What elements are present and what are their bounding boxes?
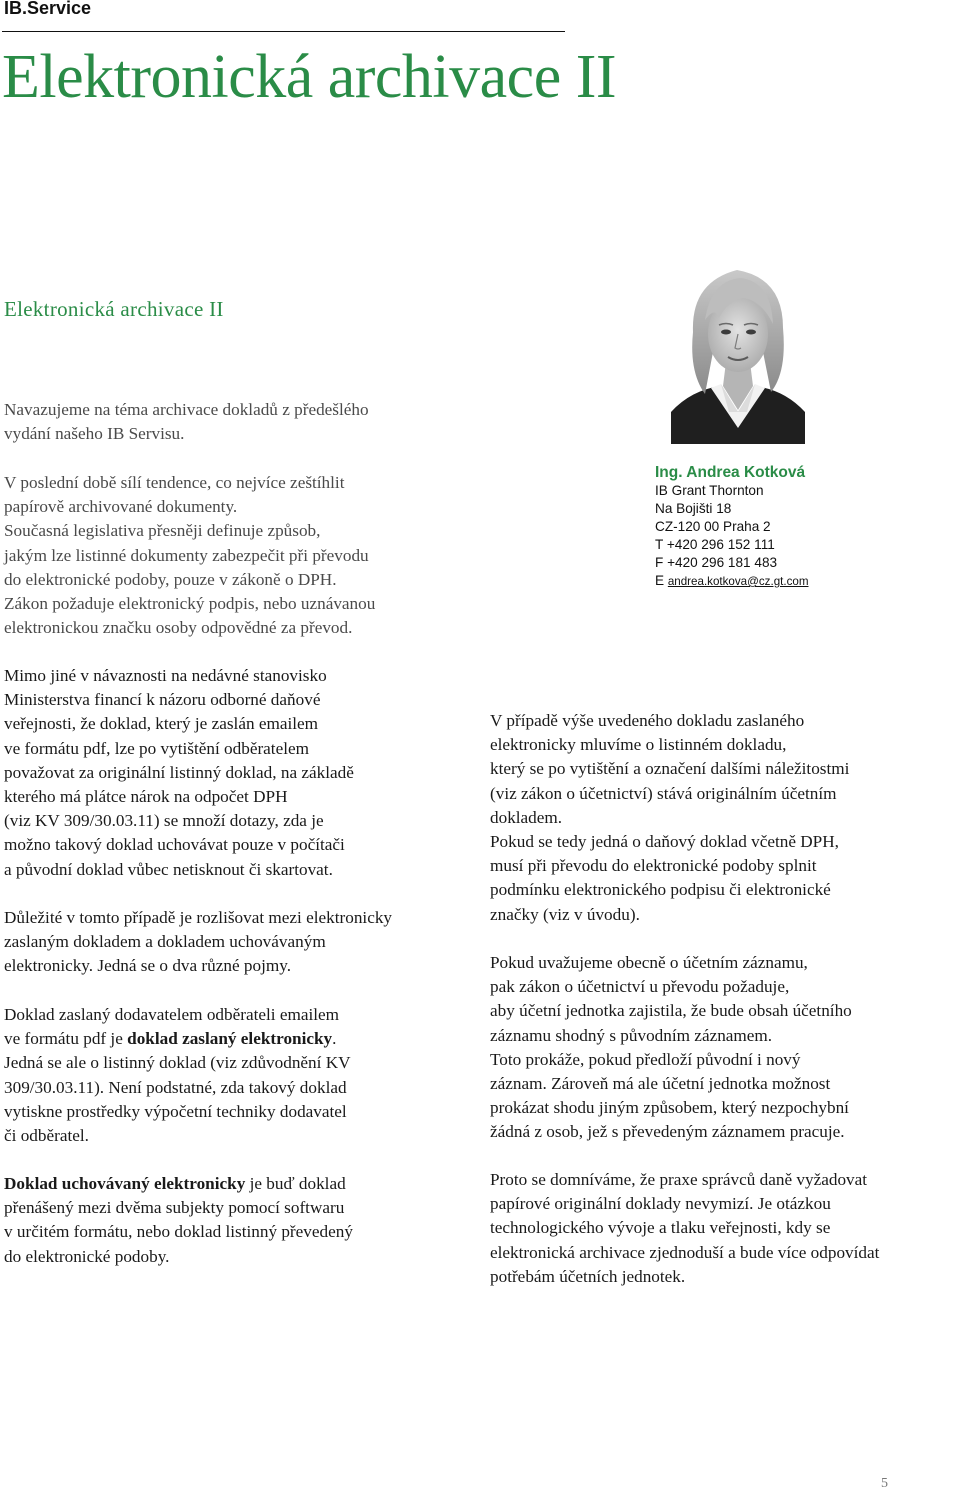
text-line: musí při převodu do elektronické podoby splnit bbox=[490, 856, 817, 876]
text-line: do elektronické podoby, pouze v zákoně o DPH. bbox=[4, 569, 337, 589]
text-line: do elektronické podoby. bbox=[4, 1246, 170, 1266]
text-line: dokladem. bbox=[490, 807, 563, 827]
text-line: Zákon požaduje elektronický podpis, nebo uznávanou bbox=[4, 594, 376, 614]
text-line: Pokud uvažujeme obecně o účetním záznamu, bbox=[490, 953, 808, 972]
text-line: Navazujeme na téma archivace dokladů z předešlého bbox=[4, 400, 369, 419]
text-line: Proto se domníváme, že praxe správců daně vyžadovat bbox=[490, 1170, 868, 1189]
text-line: Toto prokáže, pokud předloží původní i nový bbox=[490, 1049, 801, 1069]
text-line: (viz KV 309/30.03.11) se množí dotazy, zda je bbox=[4, 811, 324, 831]
text-line: a původní doklad vůbec netisknout či skartovat. bbox=[4, 859, 333, 879]
intro-paragraph-2 bbox=[4, 471, 375, 640]
text-line: Ministerstva financí k názoru odborné daňové bbox=[4, 690, 321, 710]
text-line: vytiskne prostředky výpočetní techniky dodavatel bbox=[4, 1101, 347, 1121]
bold-term: doklad zaslaný elektronicky bbox=[127, 1029, 333, 1049]
text-line: či odběratel. bbox=[4, 1126, 89, 1146]
text-span: je buď doklad bbox=[245, 1174, 346, 1193]
text-line: považovat za originální listinný doklad, na základě bbox=[4, 762, 354, 782]
text-line: papírové originální doklady nevymizí. Je otázkou bbox=[490, 1194, 831, 1214]
text-line: jakým lze listinné dokumenty zabezpečit při převodu bbox=[4, 545, 369, 565]
text-line: ve formátu pdf, lze po vytištění odběratelem bbox=[4, 738, 309, 758]
contact-company: IB Grant Thornton bbox=[655, 483, 764, 498]
text-line: značky (viz v úvodu). bbox=[490, 904, 640, 924]
text-line: který se po vytištění a označení dalšími náležitostmi bbox=[490, 759, 850, 779]
text-line: elektronicky. Jedná se o dva různé pojmy. bbox=[4, 956, 291, 976]
contact-phone: T +420 296 152 111 bbox=[655, 537, 775, 552]
contact-name: Ing. Andrea Kotková bbox=[655, 464, 806, 481]
contact-card bbox=[655, 464, 809, 591]
contact-email-row bbox=[655, 572, 809, 591]
text-line: Důležité v tomto případě je rozlišovat mezi elektronicky bbox=[4, 908, 393, 927]
intro-paragraph-1 bbox=[4, 398, 369, 446]
right-paragraph-2 bbox=[490, 951, 852, 1145]
left-paragraph-2 bbox=[4, 906, 392, 979]
author-portrait-photo bbox=[671, 262, 805, 444]
text-line: prokázat shodu jiným způsobem, který nezpochybní bbox=[490, 1098, 849, 1118]
page-title: Elektronická archivace II bbox=[2, 43, 617, 111]
left-paragraph-3 bbox=[4, 1003, 351, 1148]
text-line: Doklad zaslaný dodavatelem odběrateli emailem bbox=[4, 1005, 340, 1024]
text-line: elektronickou značku osoby odpovědné za převod. bbox=[4, 618, 353, 638]
contact-city: CZ-120 00 Praha 2 bbox=[655, 519, 771, 534]
text-line: v určitém formátu, nebo doklad listinný převedený bbox=[4, 1222, 353, 1242]
text-line: elektronicky mluvíme o listinném dokladu, bbox=[490, 735, 787, 755]
text-line: Mimo jiné v návaznosti na nedávné stanovisko bbox=[4, 666, 327, 685]
text-line: vydání našeho IB Servisu. bbox=[4, 424, 185, 444]
text-line: zaslaným dokladem a dokladem uchovávaným bbox=[4, 932, 326, 952]
text-line: V případě výše uvedeného dokladu zaslaného bbox=[490, 711, 805, 730]
text-line: aby účetní jednotka zajistila, že bude obsah účetního bbox=[490, 1001, 852, 1021]
email-prefix: E bbox=[655, 573, 668, 588]
text-line: pak zákon o účetnictví u převodu požaduje, bbox=[490, 977, 790, 997]
right-paragraph-3 bbox=[490, 1168, 879, 1289]
text-line: možno takový doklad uchovávat pouze v počítači bbox=[4, 835, 345, 855]
text-line: veřejnosti, že doklad, který je zaslán emailem bbox=[4, 714, 319, 734]
text-line: Jedná se ale o listinný doklad (viz zdůvodnění KV bbox=[4, 1053, 351, 1073]
contact-email-link[interactable]: andrea.kotkova@cz.gt.com bbox=[667, 575, 809, 588]
portrait-image bbox=[671, 262, 805, 444]
bold-term: Doklad uchovávaný elektronicky bbox=[4, 1174, 246, 1193]
left-paragraph-4 bbox=[4, 1172, 353, 1269]
text-span: ve formátu pdf je bbox=[4, 1029, 128, 1049]
text-line: technologického vývoje a tlaku veřejnosti, kdy se bbox=[490, 1218, 831, 1238]
left-paragraph-1 bbox=[4, 664, 354, 882]
text-line: V poslední době sílí tendence, co nejvíce zeštíhlit bbox=[4, 473, 345, 492]
text-line: žádná z osob, jež s převedeným záznamem pracuje. bbox=[490, 1122, 845, 1142]
text-line: elektronická archivace zjednoduší a bude více odpovídat bbox=[490, 1242, 880, 1262]
contact-street: Na Bojišti 18 bbox=[655, 501, 732, 516]
text-line: záznam. Zároveň má ale účetní jednotka možnost bbox=[490, 1074, 831, 1094]
text-line bbox=[4, 1172, 353, 1196]
text-line: (viz zákon o účetnictví) stává originálním účetním bbox=[490, 783, 837, 803]
text-line: záznamu shodný s původním záznamem. bbox=[490, 1025, 773, 1045]
text-line: Současná legislativa přesněji definuje způsob, bbox=[4, 521, 321, 541]
section-title: Elektronická archivace II bbox=[4, 297, 224, 321]
text-line: Pokud se tedy jedná o daňový doklad včetně DPH, bbox=[490, 832, 839, 852]
text-line: potřebám účetních jednotek. bbox=[490, 1266, 686, 1286]
right-paragraph-1 bbox=[490, 709, 849, 927]
text-line: podmínku elektronického podpisu či elektronické bbox=[490, 880, 831, 900]
page-number: 5 bbox=[881, 1476, 888, 1491]
text-line: kterého má plátce nárok na odpočet DPH bbox=[4, 787, 288, 807]
text-line: papírově archivované dokumenty. bbox=[4, 497, 238, 517]
text-line: 309/30.03.11). Není podstatné, zda takový doklad bbox=[4, 1077, 347, 1097]
text-span: . bbox=[332, 1029, 337, 1049]
header-divider bbox=[2, 31, 565, 32]
contact-fax: F +420 296 181 483 bbox=[655, 555, 778, 570]
brand-logo-text: IB.Service bbox=[4, 0, 92, 18]
text-line: přenášený mezi dvěma subjekty pomocí softwaru bbox=[4, 1198, 345, 1218]
text-line bbox=[4, 1027, 351, 1051]
